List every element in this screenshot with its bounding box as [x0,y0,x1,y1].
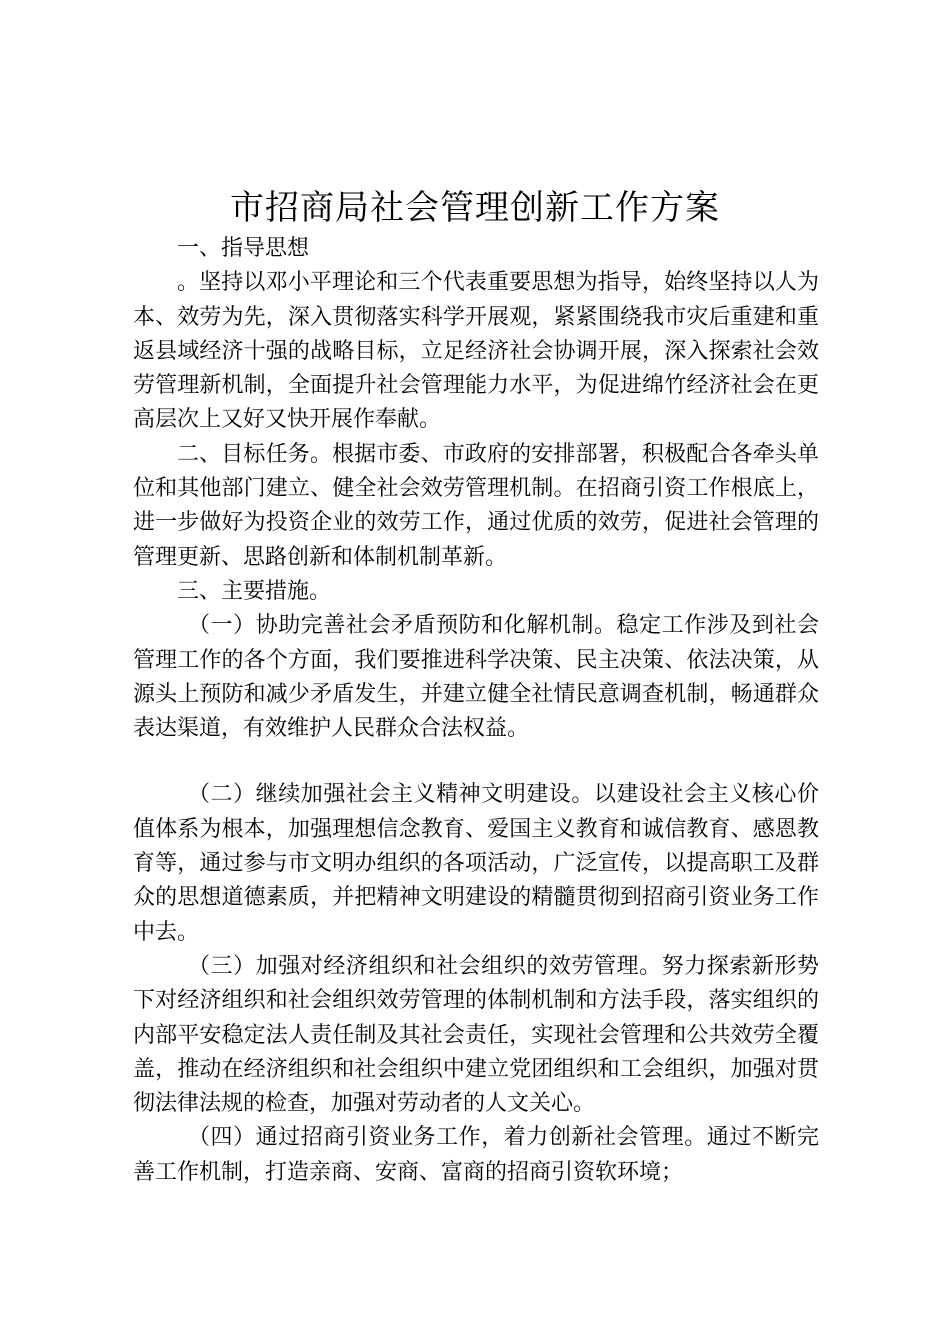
paragraph-measure-2: （二）继续加强社会主义精神文明建设。以建设社会主义核心价值体系为根本，加强理想信念教育、爱国主义教育和诚信教育、感恩教育等，通过参与市文明办组织的各项活动，广泛宣传，以提高职工及群众的思想道德素质，并把精神文明建设的精髓贯彻到招商引资业务工作中去。 [133,782,819,945]
document-body [133,232,819,1190]
section-heading-main-measures: 三、主要措施。 [177,578,332,604]
paragraph-measure-3: （三）加强对经济组织和社会组织的效劳管理。努力探索新形势下对经济组织和社会组织效劳管理的体制机制和方法手段，落实组织的内部平安稳定法人责任制及其社会责任，实现社会管理和公共效劳全覆盖，推动在经济组织和社会组织中建立党团组织和工会组织，加强对贯彻法律法规的检查，加强对劳动者的人文关心。 [133,953,819,1117]
section-heading-guiding-ideology: 一、指导思想 [177,236,310,261]
paragraph-guiding-ideology: 。坚持以邓小平理论和三个代表重要思想为指导，始终坚持以人为本、效劳为先，深入贯彻落实科学开展观，紧紧围绕我市灾后重建和重返县域经济十强的战略目标，立足经济社会协调开展，深入探索社会效劳管理新机制，全面提升社会管理能力水平，为促进绵竹经济社会在更高层次上又好又快开展作奉献。 [133,270,819,433]
paragraph-goals-tasks: 二、目标任务。根据市委、市政府的安排部署，积极配合各牵头单位和其他部门建立、健全社会效劳管理机制。在招商引资工作根底上，进一步做好为投资企业的效劳工作，通过优质的效劳，促进社会管理的管理更新、思路创新和体制机制革新。 [133,441,819,570]
paragraph-measure-4: （四）通过招商引资业务工作，着力创新社会管理。通过不断完善工作机制，打造亲商、安商、富商的招商引资软环境； [133,1125,819,1185]
page-title: 市招商局社会管理创新工作方案 [230,188,720,228]
paragraph-measure-1: （一）协助完善社会矛盾预防和化解机制。稳定工作涉及到社会管理工作的各个方面，我们要推进科学决策、民主决策、依法决策，从源头上预防和减少矛盾发生，并建立健全社情民意调查机制，畅通群众表达渠道，有效维护人民群众合法权益。 [133,613,819,742]
